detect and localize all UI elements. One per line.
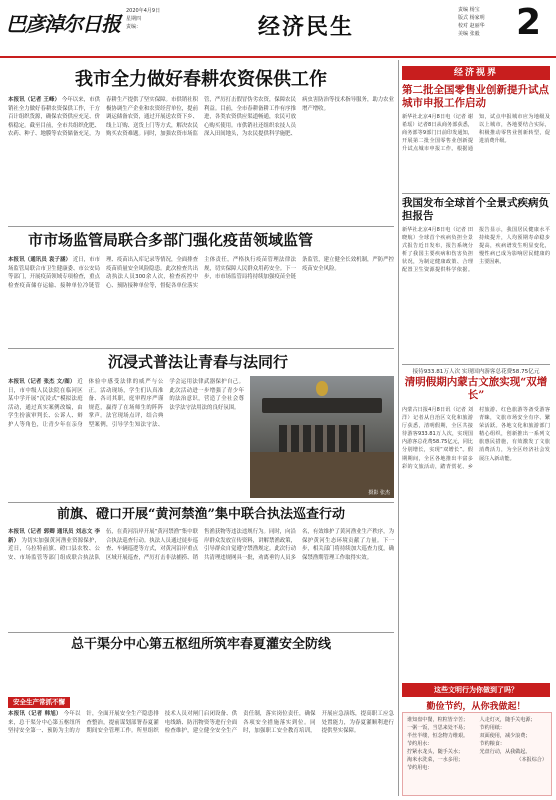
byline: 本报讯（记者 韩旭）	[8, 711, 62, 717]
article-text: 为切实加强黄河渔业资源保护，近日，乌拉特前旗、磴口县农牧、公安、市场监管等部门组成联合执法队伍，在黄河沿岸开展“黄河禁渔”集中联合执法巡查行动。执法人员通过徒步巡查、车辆巡逻等方式，对黄河沿岸重点区域开展巡查，严厉打击非法捕捞、销售渔获物等违法违规行为。同时，向沿岸群众发放宣传资料，讲解禁渔政策，引导群众自觉遵守禁渔规定。此次行动共清理违规网具一批，劝离垂钓人员多名，有效维护了黄河渔业生产秩序，为保护黄河生态环境贡献了力量。下一步，相关部门将持续加大巡查力度，确保禁渔期管理工作取得实效。	[8, 529, 394, 561]
editor-line: 版式 杨家明	[458, 15, 485, 21]
issue-editor: 责编：	[126, 24, 142, 30]
safety-tag: 安全生产常抓不懈	[8, 697, 70, 708]
byline: 本报讯（记者 郭卿 通讯员 刘志文 李新）	[8, 529, 100, 544]
kicker: 接待933.81万人次 实现国内游客总花费58.75亿元	[412, 369, 540, 375]
section-title: 经济民生	[258, 14, 355, 40]
issue-weekday: 星期四	[126, 16, 142, 22]
article-body	[8, 96, 394, 220]
line: 谁知盘中餐，粒粒皆辛苦；	[407, 717, 469, 723]
editor-credits	[458, 6, 485, 38]
line: 一粥一饭，当思来处不易；	[407, 725, 469, 731]
news-disease-burden	[402, 197, 550, 361]
court-emblem	[316, 381, 328, 396]
article-body	[8, 378, 244, 498]
story-canal-safety-body	[8, 710, 394, 794]
story-spring-farming	[8, 64, 394, 224]
divider	[402, 364, 550, 365]
judges-bench	[262, 398, 383, 413]
paper-logo: 巴彦淖尔日报	[6, 12, 120, 36]
participants	[279, 425, 365, 452]
editor-line: 校对 赵丽华	[458, 23, 485, 29]
civility-banner: 这些文明行为你做到了吗？	[402, 683, 550, 697]
article-text: 近日，市中级人民法院在临河区某中学开展“沉浸式”模拟法庭活动，通过真实案例改编，由学生扮演审判长、公诉人、辩护人等角色，让青少年在亲身体验中感受法律的威严与公正。活动现场，学生们认真准备、各司其职，庭审程序严谨规范，赢得了在场师生的阵阵掌声。法官现场点评，结合典型案例，引导学生知法守法、学会运用法律武器保护自己。此次活动进一步增强了青少年的法治意识，营造了全社会尊法学法守法用法的良好氛围。	[8, 379, 244, 428]
issue-date: 2020年4月9日	[126, 8, 161, 14]
line: 节约用纸：	[479, 725, 505, 731]
headline: 第二批全国零售业创新提升试点城市申报工作启动	[402, 84, 549, 109]
divider	[8, 632, 394, 633]
headline: 我国发布全球首个全景式疾病负担报告	[402, 197, 549, 222]
headline: 市市场监管局联合多部门强化疫苗领域监管	[28, 231, 314, 249]
line: 节约用水：	[407, 741, 433, 747]
line: 半丝半缕，恒念物力维艰。	[407, 733, 469, 739]
divider	[8, 226, 394, 227]
line: 人走灯灭，随手关电源；	[479, 717, 536, 723]
article-body: 内蒙古日报4月8日讯（记者 刘洋）记者从自治区文化和旅游厅获悉，清明假期，全区共接待游客933.81万人次，实现国内游客总花费58.75亿元，同比分别增长，实现“双增长”。假期期间，全区各地推出丰富多彩的文旅活动，踏青赏花、乡村旅游、红色旅游等备受游客青睐，文旅市场安全有序、繁荣活跃。各地文化和旅游部门精心组织，创新推出一系列文旅惠民措施，有效激发了文旅消费活力，为全区经济社会发展注入新动能。	[402, 407, 550, 470]
frugality-title: 勤俭节约，从你我做起！	[426, 702, 526, 712]
headline: 沉浸式普法让青春与法同行	[108, 353, 289, 371]
article-body	[8, 528, 394, 628]
news-retail-pilot	[402, 84, 550, 190]
line: 双面使用，减少浪费；	[479, 733, 531, 739]
article-body	[8, 256, 394, 342]
line: 淘米水洗菜，一水多用；	[407, 757, 464, 763]
byline: 本报讯（记者 张杰 文/图）	[8, 379, 76, 385]
issue-info	[126, 7, 160, 31]
column-divider	[398, 60, 399, 796]
editor-line: 责编 杨宝	[458, 7, 480, 13]
photo-credit: 摄影 张杰	[368, 490, 390, 496]
divider	[402, 193, 550, 194]
frugality-box	[402, 712, 552, 796]
story-vaccine-supervision	[8, 230, 394, 346]
byline: 本报讯（通讯员 袁子涵）	[8, 257, 72, 263]
headline: 清明假期内蒙古文旅实现“双增长”	[404, 376, 548, 401]
line: 节约用电：	[407, 765, 433, 771]
article-body	[8, 710, 394, 794]
line: 节约粮食：	[479, 741, 505, 747]
divider	[8, 502, 394, 503]
divider	[8, 348, 394, 349]
article-text: 近日，市市场监管局联合市卫生健康委、市公安局等部门，开展疫苗领域专项检查，重点检查疫苗储存运输、接种单位冷链管理、疫苗出入库记录等情况，全面排查疫苗质量安全风险隐患。此次检查共出动执法人员300余人次，检查疾控中心、预防接种单位等，督促各单位落实主体责任，严格执行疫苗管理法律法规，切实保障人民群众用药安全。下一步，市市场监管局将持续加强疫苗全链条监管，建立健全长效机制，严防严控疫苗安全风险。	[8, 257, 394, 289]
news-qingming-tourism	[402, 368, 550, 678]
econ-vision-banner: 经济视界	[402, 66, 550, 80]
story-yellow-river-fishing-ban	[8, 506, 394, 630]
story-law-education	[8, 352, 394, 500]
headline: 我市全力做好春耕农资保供工作	[75, 69, 327, 90]
frugality-lines	[403, 713, 551, 775]
article-body: 新华社北京4月8日电（记者 谢希瑶）记者8日从商务部获悉，商务部等9部门日前印发通知，开展第二批全国零售业创新提升试点城市申报工作。根据通知，试点申报城市应为地级及以上城市，各地要结合实际，积极推动零售业创新转型，促进消费升级。	[402, 114, 550, 153]
article-text: 今年以来，市供销社全力做好春耕农资保供工作，千方百计组织货源，确保农资供应充足、价格稳定。截至目前，全市共组织化肥、农药、种子、地膜等农资储备充足，为春耕生产提供了坚实保障。市供销社积极协调生产企业和农资经营单位，提前调运储备农资，通过开展送农资下乡、线上订购、送货上门等方式，解决农民购买农资难题。同时，加强农资市场监管，严厉打击假冒伪劣农资，保障农民利益。目前，全市春耕备耕工作有序推进，各类农资供应渠道畅通，农民可放心购买使用。市供销社还组织农技人员深入田间地头，为农民提供科学施肥、病虫害防治等技术指导服务，助力农业增产增收。	[8, 97, 394, 138]
page-number: 2	[516, 2, 542, 43]
article-body: 新华社北京4月8日电（记者 田晓航）全球首个疾病负担全景式报告近日发布，报告系统分析了我国主要疾病和伤害负担状况，为制定健康政策、合理配置卫生资源提供科学依据。报告显示，我国居民健康水平持续提升，人均预期寿命稳步提高，疾病谱发生明显变化，慢性病已成为影响居民健康的主要因素。	[402, 227, 550, 274]
line: 拧紧水龙头，随手关水；	[407, 749, 464, 755]
article-text: 今年以来，总干渠分中心第五枢纽所坚持安全第一、预防为主的方针，全面开展安全生产隐患排查整治，提前谋划部署春夏灌期间安全管理工作。所里组织技术人员对闸门启闭设备、供电线路、防汛物资等进行全面检查维护，建立健全安全生产责任制，落实岗位责任，确保各项安全措施落实到位。同时，加强职工安全教育培训，开展应急演练，提高职工应急处置能力，为春夏灌顺利进行提供坚实保障。	[8, 711, 394, 735]
masthead	[0, 0, 556, 58]
headline: 总干渠分中心第五枢纽所筑牢春夏灌安全防线	[70, 637, 331, 652]
headline: 前旗、磴口开展“黄河禁渔”集中联合执法巡查行动	[57, 507, 345, 522]
editor-line: 美编 张毅	[458, 31, 480, 37]
line: 光盘行动，从我做起。	[479, 749, 531, 755]
byline: 本报讯（记者 王峰）	[8, 97, 61, 103]
courtroom-photo	[250, 376, 394, 498]
credit: （本报综合）	[516, 757, 547, 763]
story-canal-safety	[8, 636, 394, 694]
